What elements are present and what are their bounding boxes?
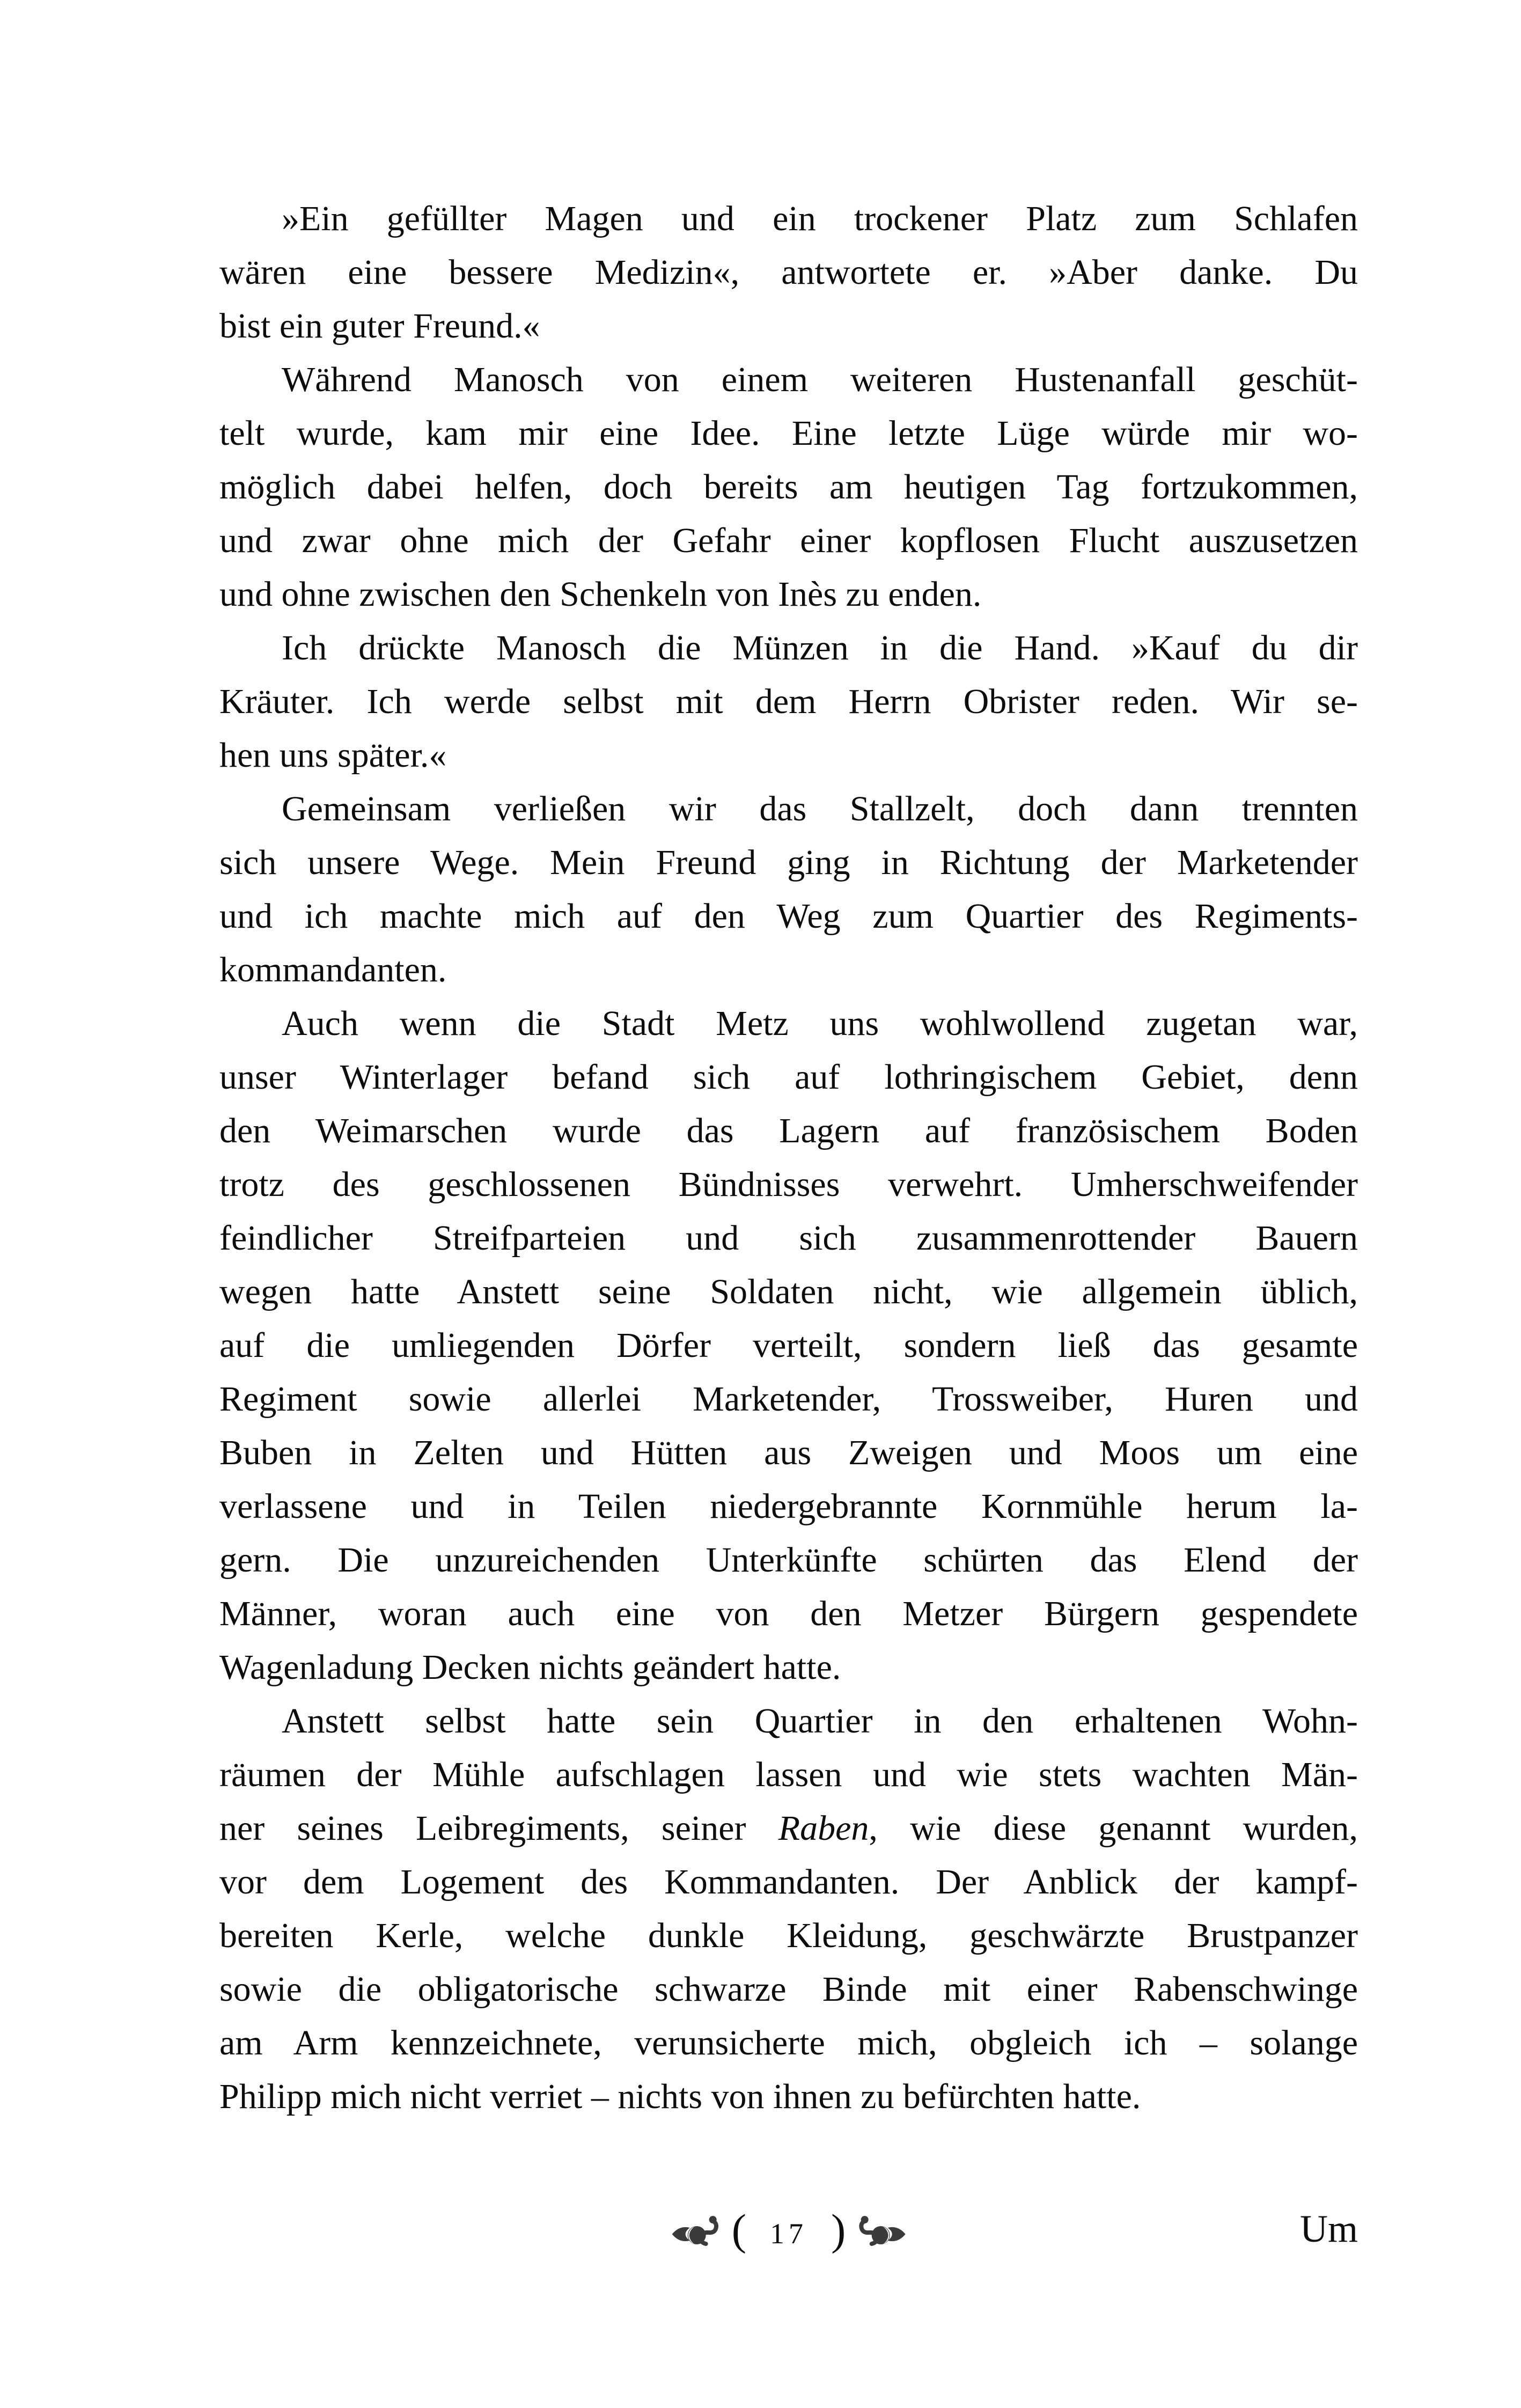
text-line: wären eine bessere Medizin«, antwortete er. »Aber danke. Du bbox=[219, 253, 1358, 292]
text-line: bereiten Kerle, welche dunkle Kleidung, geschwärzte Brustpanzer bbox=[219, 1916, 1358, 1955]
text-line: hen uns später.« bbox=[219, 736, 447, 775]
text-line: Anstett selbst hatte sein Quartier in den erhaltenen Wohn- bbox=[282, 1701, 1358, 1741]
text-line: am Arm kennzeichnete, verunsicherte mich, obgleich ich – solange bbox=[219, 2023, 1358, 2062]
text-line: Männer, woran auch eine von den Metzer Bürgern gespendete bbox=[219, 1594, 1358, 1633]
text-line: vor dem Logement des Kommandanten. Der Anblick der kampf- bbox=[219, 1862, 1358, 1902]
text-line: und zwar ohne mich der Gefahr einer kopflosen Flucht auszusetzen bbox=[219, 521, 1358, 560]
catchword: Um bbox=[1300, 2207, 1358, 2251]
paragraph bbox=[219, 997, 1358, 1694]
paragraph bbox=[219, 353, 1358, 621]
text-line: sich unsere Wege. Mein Freund ging in Richtung der Marketender bbox=[219, 843, 1358, 882]
text-line: Buben in Zelten und Hütten aus Zweigen und Moos um eine bbox=[219, 1433, 1358, 1472]
text-line: räumen der Mühle aufschlagen lassen und wie stets wachten Män- bbox=[219, 1755, 1358, 1794]
page-number: 17 bbox=[770, 2218, 807, 2250]
paragraph bbox=[219, 782, 1358, 997]
text-line: verlassene und in Teilen niedergebrannte Kornmühle herum la- bbox=[219, 1487, 1358, 1526]
paragraph bbox=[219, 1694, 1358, 2124]
text-line: wegen hatte Anstett seine Soldaten nicht, wie allgemein üblich, bbox=[219, 1272, 1358, 1311]
text-line: unser Winterlager befand sich auf lothringischem Gebiet, denn bbox=[219, 1058, 1358, 1097]
text-line: gern. Die unzureichenden Unterkünfte schürten das Elend der bbox=[219, 1540, 1358, 1580]
fleuron-right-icon bbox=[853, 2213, 907, 2251]
text-line: Auch wenn die Stadt Metz uns wohlwollend zugetan war, bbox=[282, 1004, 1358, 1043]
text-line: und ohne zwischen den Schenkeln von Inès zu enden. bbox=[219, 575, 982, 614]
text-line: Wagenladung Decken nichts geändert hatte. bbox=[219, 1648, 841, 1687]
close-paren: ) bbox=[831, 2205, 846, 2254]
text-line: möglich dabei helfen, doch bereits am heutigen Tag fortzukommen, bbox=[219, 467, 1358, 506]
text-line: kommandanten. bbox=[219, 950, 447, 989]
text-line: den Weimarschen wurde das Lagern auf französischem Boden bbox=[219, 1111, 1358, 1150]
text-line: ner seines Leibregiments, seiner Raben, wie diese genannt wurden, bbox=[219, 1809, 1358, 1848]
page-number-group bbox=[671, 2205, 907, 2256]
text-line: Philipp mich nicht verriet – nichts von ihnen zu befürchten hatte. bbox=[219, 2077, 1141, 2116]
text-line: Kräuter. Ich werde selbst mit dem Herrn Obrister reden. Wir se- bbox=[219, 682, 1358, 721]
page-text bbox=[219, 192, 1358, 2124]
text-line: telt wurde, kam mir eine Idee. Eine letzte Lüge würde mir wo- bbox=[219, 414, 1358, 453]
paragraph bbox=[219, 621, 1358, 782]
text-line: trotz des geschlossenen Bündnisses verwehrt. Umherschweifender bbox=[219, 1165, 1358, 1204]
fleuron-left-icon bbox=[671, 2213, 724, 2251]
text-line: Regiment sowie allerlei Marketender, Trossweiber, Huren und bbox=[219, 1379, 1358, 1419]
paragraph bbox=[219, 192, 1358, 353]
text-line: sowie die obligatorische schwarze Binde mit einer Rabenschwinge bbox=[219, 1970, 1358, 2009]
text-line: Während Manosch von einem weiteren Hustenanfall geschüt- bbox=[282, 360, 1358, 399]
text-line: Ich drückte Manosch die Münzen in die Hand. »Kauf du dir bbox=[282, 628, 1358, 667]
italic-text: Raben bbox=[778, 1809, 869, 1848]
footer bbox=[219, 2205, 1358, 2259]
text-line: auf die umliegenden Dörfer verteilt, sondern ließ das gesamte bbox=[219, 1326, 1358, 1365]
text-line: feindlicher Streifparteien und sich zusammenrottender Bauern bbox=[219, 1218, 1358, 1258]
open-paren: ( bbox=[731, 2205, 746, 2254]
text-line: und ich machte mich auf den Weg zum Quartier des Regiments- bbox=[219, 897, 1358, 936]
text-line: Gemeinsam verließen wir das Stallzelt, doch dann trennten bbox=[282, 789, 1358, 828]
text-line: bist ein guter Freund.« bbox=[219, 306, 540, 346]
text-line: »Ein gefüllter Magen und ein trockener Platz zum Schlafen bbox=[282, 199, 1358, 238]
